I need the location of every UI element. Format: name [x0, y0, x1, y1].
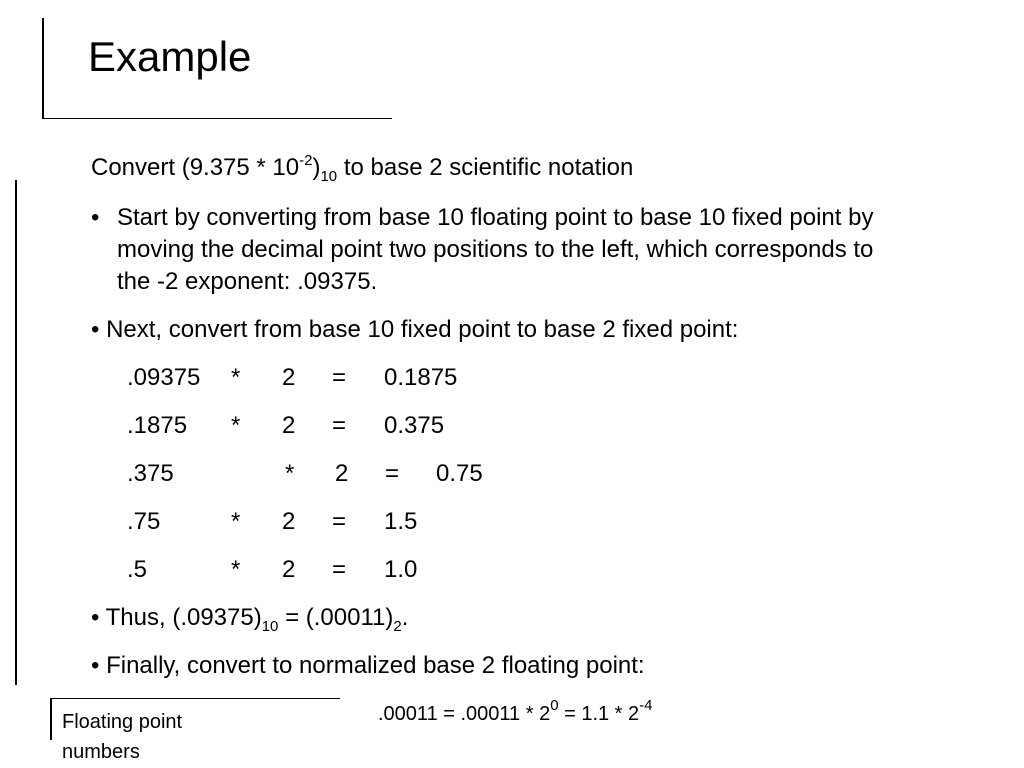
bullet-3-suffix: .: [401, 604, 409, 631]
final-equation: [378, 697, 653, 728]
calc-multiplier: 2: [282, 364, 296, 391]
bullet-4: • Finally, convert to normalized base 2 floating point:: [91, 652, 645, 679]
intro-prefix: Convert (9.375 * 10: [91, 154, 300, 181]
calc-multiplier: 2: [282, 412, 296, 439]
calc-multiplier: 2: [282, 508, 296, 535]
calc-operator: *: [231, 508, 241, 535]
bullet-3-prefix: • Thus, (.09375): [91, 604, 262, 631]
footer-line-2: numbers: [62, 741, 140, 763]
calc-number: .09375: [127, 364, 201, 391]
intro-suffix: to base 2 scientific notation: [337, 154, 634, 181]
footer-top-rule: [50, 698, 340, 699]
content-left-rule: [15, 180, 17, 685]
bullet-1-line-2: moving the decimal point two positions to the left, which corresponds to: [117, 236, 874, 263]
calc-result: 1.5: [384, 508, 418, 535]
calc-equals: =: [332, 556, 347, 583]
calc-equals: =: [332, 508, 347, 535]
calc-multiplier: 2: [335, 460, 349, 487]
slide-title: Example: [88, 33, 252, 80]
calc-number: .375: [127, 460, 174, 487]
calc-result: 0.375: [384, 412, 445, 439]
calc-multiplier: 2: [282, 556, 296, 583]
calc-operator: *: [231, 556, 241, 583]
title-bottom-rule: [42, 118, 392, 119]
calc-equals: =: [332, 364, 347, 391]
calc-result: 0.1875: [384, 364, 458, 391]
intro-line: [91, 152, 633, 184]
intro-close-paren: ): [312, 154, 321, 181]
final-part-2: = 1.1 * 2: [558, 703, 640, 725]
calc-equals: =: [332, 412, 347, 439]
final-exponent-2: -4: [639, 697, 653, 714]
calc-number: .75: [127, 508, 161, 535]
footer-line-1: Floating point: [62, 711, 183, 733]
intro-base: 10: [320, 168, 338, 185]
calc-number: .5: [127, 556, 148, 583]
bullet-3-base-1: 10: [261, 618, 279, 635]
bullet-3-middle: = (.00011): [278, 604, 394, 631]
calc-result: 1.0: [384, 556, 418, 583]
final-part-1: .00011 = .00011 * 2: [378, 703, 551, 725]
intro-exponent: -2: [299, 152, 313, 169]
calc-equals: =: [385, 460, 400, 487]
bullet-1: [91, 202, 1016, 298]
calc-operator: *: [285, 460, 295, 487]
footer-section-label: [62, 707, 342, 767]
bullet-3: [91, 602, 408, 634]
calc-number: .1875: [127, 412, 188, 439]
calc-operator: *: [231, 412, 241, 439]
calc-result: 0.75: [436, 460, 483, 487]
bullet-dot: •: [91, 204, 100, 231]
bullet-3-base-2: 2: [393, 618, 402, 635]
title-left-rule: [42, 18, 44, 118]
bullet-1-line-1: Start by converting from base 10 floating point to base 10 fixed point by: [117, 204, 874, 231]
bullet-1-line-3: the -2 exponent: .09375.: [117, 268, 378, 295]
bullet-2: • Next, convert from base 10 fixed point to base 2 fixed point:: [91, 316, 739, 343]
final-exponent-1: 0: [550, 697, 559, 714]
footer-left-rule: [50, 698, 52, 740]
calc-operator: *: [231, 364, 241, 391]
